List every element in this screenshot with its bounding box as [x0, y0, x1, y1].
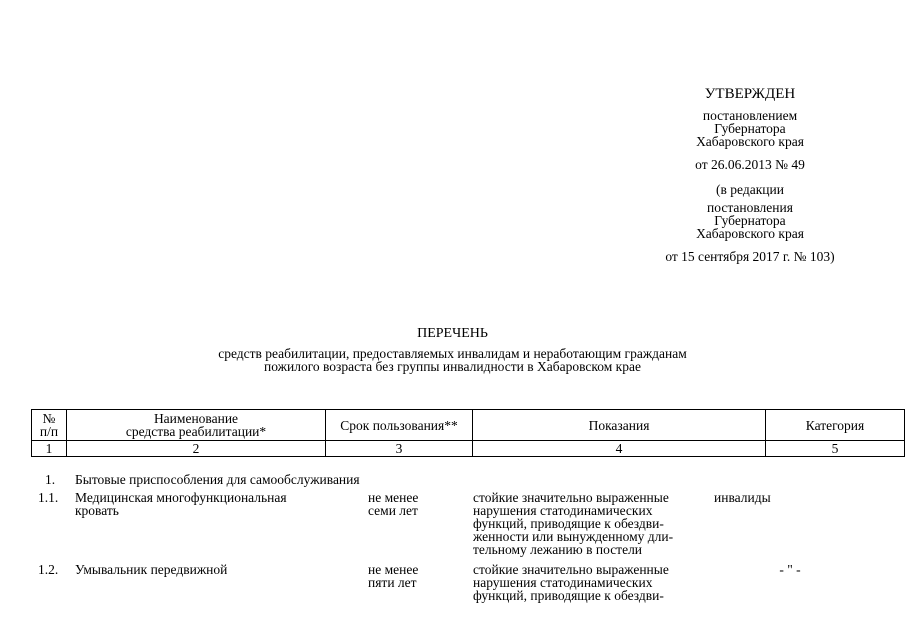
list-item	[0, 563, 905, 605]
column-number: 4	[473, 441, 766, 457]
item-term: не менее пяти лет	[368, 562, 419, 590]
header-num: № п/п	[32, 410, 67, 441]
approval-block	[640, 88, 860, 263]
item-number: 1.2.	[38, 562, 59, 577]
approval-line: Хабаровского края	[696, 134, 804, 149]
column-number: 1	[32, 441, 67, 457]
edition-line: Хабаровского края	[696, 226, 804, 241]
column-number: 2	[67, 441, 326, 457]
list-item	[0, 491, 905, 561]
approval-heading: УТВЕРЖДЕН	[704, 86, 796, 102]
item-name: Умывальник передвижной	[75, 562, 228, 577]
header-term: Срок пользования**	[326, 410, 473, 441]
item-indications: стойкие значительно выраженные нарушения статодинамических функций, приводящие к обездви-	[473, 562, 669, 603]
edition-line: Губернатора	[714, 213, 786, 228]
edition-line: постановления	[707, 200, 793, 215]
section-title: Бытовые приспособления для самообслуживания	[75, 472, 360, 487]
approval-line: Губернатора	[714, 121, 786, 136]
edition-line: (в редакции	[716, 182, 784, 197]
edition-date: от 15 сентября 2017 г. № 103)	[665, 249, 835, 264]
approval-date: от 26.06.2013 № 49	[695, 157, 805, 172]
item-name: Медицинская многофункциональная кровать	[75, 490, 287, 518]
item-number: 1.1.	[38, 490, 59, 505]
subtitle-line: пожилого возраста без группы инвалидности в Хабаровском крае	[264, 359, 641, 374]
header-category: Категория	[766, 410, 905, 441]
item-category: - " -	[779, 562, 801, 577]
item-term: не менее семи лет	[368, 490, 419, 518]
approval-line: постановлением	[702, 108, 798, 123]
item-indications: стойкие значительно выраженные нарушения статодинамических функций, приводящие к обездви- женности или вынужденному дли- тельному лежанию в постели	[473, 490, 674, 557]
header-table	[31, 409, 905, 457]
item-category: инвалиды	[714, 490, 771, 505]
document-title: ПЕРЕЧЕНЬ	[417, 326, 488, 341]
column-number: 3	[326, 441, 473, 457]
header-indications: Показания	[473, 410, 766, 441]
header-name: Наименование средства реабилитации*	[67, 410, 326, 441]
column-number: 5	[766, 441, 905, 457]
document-subtitle	[0, 347, 905, 373]
subtitle-line: средств реабилитации, предоставляемых инвалидам и неработающим гражданам	[218, 346, 687, 361]
section-number: 1.	[45, 472, 56, 487]
